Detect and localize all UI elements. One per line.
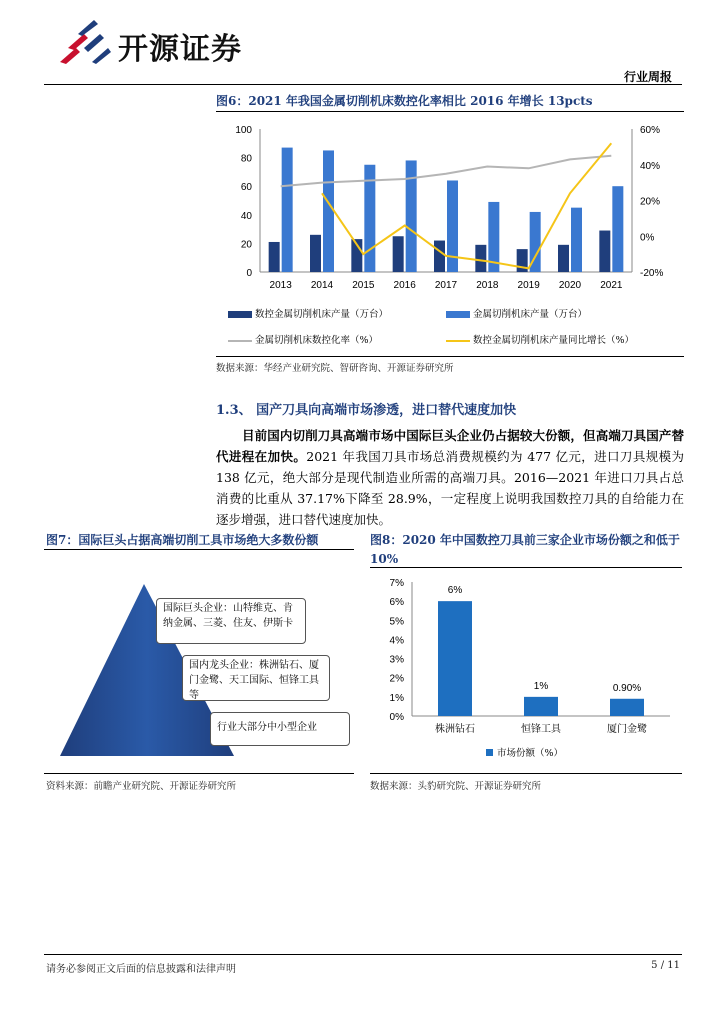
bar-cnc-output bbox=[310, 235, 321, 272]
fig8-title: 图8：2020 年中国数控刀具前三家企业市场份额之和低于 10% bbox=[370, 533, 680, 566]
footer-rule bbox=[44, 954, 682, 955]
x-tick-label: 2020 bbox=[558, 280, 582, 291]
x-tick-label: 2014 bbox=[310, 280, 334, 291]
section-heading: 1.3、 国产刀具向高端市场渗透，进口替代速度加快 bbox=[216, 403, 517, 418]
legend-swatch-share bbox=[486, 749, 493, 756]
paragraph-bold: 目前国内切削刀具高端市场中国际巨头企业仍占据较大份额，但高端刀具国产替代进程在加快。 bbox=[216, 428, 684, 464]
bar-cnc-output bbox=[393, 236, 404, 272]
x-tick-label: 2015 bbox=[352, 280, 375, 291]
legend-swatch-total bbox=[446, 311, 470, 318]
bar-cnc-output bbox=[269, 242, 280, 272]
legend-label-rate: 金属切削机床数控化率（%） bbox=[255, 335, 379, 346]
bar-total-output bbox=[612, 186, 623, 272]
fig6-source: 数据来源：华经产业研究院、智研咨询、开源证券研究所 bbox=[216, 363, 454, 374]
legend-swatch-rate bbox=[228, 340, 252, 342]
company-logo bbox=[58, 18, 112, 64]
x-tick-label: 2019 bbox=[517, 280, 540, 291]
header-rule bbox=[44, 84, 682, 85]
bar-total-output bbox=[282, 148, 293, 272]
y-tick-label: 0% bbox=[389, 712, 404, 723]
bar-market-share bbox=[438, 601, 472, 716]
bar-cnc-output bbox=[475, 245, 486, 272]
y-tick-label: 3% bbox=[389, 654, 404, 666]
section-paragraph bbox=[216, 425, 684, 530]
y-tick-label: 4% bbox=[389, 635, 404, 647]
y-tick-label: 40 bbox=[240, 210, 252, 222]
x-tick-label: 2021 bbox=[600, 280, 623, 291]
legend-label-growth: 数控金属切削机床产量同比增长（%） bbox=[473, 335, 635, 346]
x-tick-label: 株洲钻石 bbox=[435, 724, 475, 735]
y-tick-label: 1% bbox=[389, 692, 404, 704]
x-tick-label: 恒锋工具 bbox=[521, 724, 561, 735]
y-tick-label: 100 bbox=[235, 125, 252, 136]
legend-swatch-cnc bbox=[228, 311, 252, 318]
data-label: 6% bbox=[447, 585, 463, 597]
fig7-source: 资料来源：前瞻产业研究院、开源证券研究所 bbox=[46, 781, 237, 792]
data-label: 1% bbox=[533, 680, 549, 692]
y-tick-label: 0 bbox=[246, 268, 252, 279]
y2-tick-label: -20% bbox=[640, 268, 664, 279]
pyramid-tier-international: 国际巨头企业：山特维克、肯纳金属、三菱、住友、伊斯卡 bbox=[156, 598, 306, 644]
y-tick-label: 60 bbox=[240, 182, 252, 194]
y-tick-label: 80 bbox=[240, 153, 252, 165]
fig8-source: 数据来源：头豹研究院、开源证券研究所 bbox=[370, 781, 542, 792]
legend-label-share: 市场份额（%） bbox=[497, 748, 564, 759]
bar-market-share bbox=[610, 699, 644, 716]
y2-tick-label: 0% bbox=[640, 232, 655, 244]
fig8-source-rule bbox=[370, 773, 682, 774]
footer-disclaimer: 请务必参阅正文后面的信息披露和法律声明 bbox=[46, 964, 236, 975]
x-tick-label: 厦门金鹭 bbox=[607, 724, 647, 735]
y-tick-label: 5% bbox=[389, 616, 404, 628]
y-tick-label: 7% bbox=[389, 578, 404, 589]
fig6-title: 图6：2021 年我国金属切削机床数控化率相比 2016 年增长 13pcts bbox=[216, 94, 593, 108]
legend-label-cnc: 数控金属切削机床产量（万台） bbox=[255, 309, 389, 320]
bar-cnc-output bbox=[599, 231, 610, 272]
paragraph-rest: 2021 年我国刀具市场总消费规模约为 477 亿元，进口刀具规模为 138 亿元，绝大部分是现代制造业所需的高端刀具。2016—2021 年进口刀具占总消费的比重从 37.17%下降至 28.9%，一定程度上说明我国数控刀具的自给能力在逐步增强，进口替代速度加快。 bbox=[216, 449, 684, 527]
y-tick-label: 20 bbox=[240, 239, 252, 251]
y2-tick-label: 20% bbox=[640, 196, 661, 208]
x-tick-label: 2018 bbox=[476, 280, 499, 291]
x-tick-label: 2017 bbox=[434, 280, 458, 291]
y2-tick-label: 40% bbox=[640, 160, 661, 172]
bar-cnc-output bbox=[434, 241, 445, 272]
y-tick-label: 2% bbox=[389, 673, 404, 685]
fig7-title: 图7：国际巨头占据高端切削工具市场绝大多数份额 bbox=[46, 533, 319, 547]
bar-cnc-output bbox=[558, 245, 569, 272]
bar-total-output bbox=[323, 150, 334, 272]
legend-label-total: 金属切削机床产量（万台） bbox=[473, 309, 588, 320]
fig8-chart bbox=[370, 570, 682, 770]
report-type: 行业周报 bbox=[623, 70, 672, 84]
fig7-title-rule bbox=[44, 549, 354, 550]
page-number: 5 / 11 bbox=[651, 960, 680, 971]
pyramid-tier-domestic: 国内龙头企业：株洲钻石、厦门金鹭、天工国际、恒锋工具等 bbox=[182, 655, 330, 701]
pyramid-tier-sme: 行业大部分中小型企业 bbox=[210, 712, 350, 746]
fig7-source-rule bbox=[44, 773, 354, 774]
y2-tick-label: 60% bbox=[640, 125, 661, 136]
fig6-title-rule bbox=[216, 111, 684, 112]
bar-total-output bbox=[447, 180, 458, 272]
y-tick-label: 6% bbox=[389, 597, 404, 609]
x-tick-label: 2013 bbox=[269, 280, 292, 291]
fig6-legend bbox=[228, 306, 678, 354]
x-tick-label: 2016 bbox=[393, 280, 416, 291]
fig8-title-rule bbox=[370, 567, 682, 568]
fig6-source-rule bbox=[216, 356, 684, 357]
company-name: 开源证券 bbox=[118, 32, 242, 67]
legend-swatch-growth bbox=[446, 340, 470, 342]
data-label: 0.90% bbox=[612, 682, 642, 694]
bar-total-output bbox=[571, 208, 582, 272]
bar-market-share bbox=[524, 697, 558, 716]
